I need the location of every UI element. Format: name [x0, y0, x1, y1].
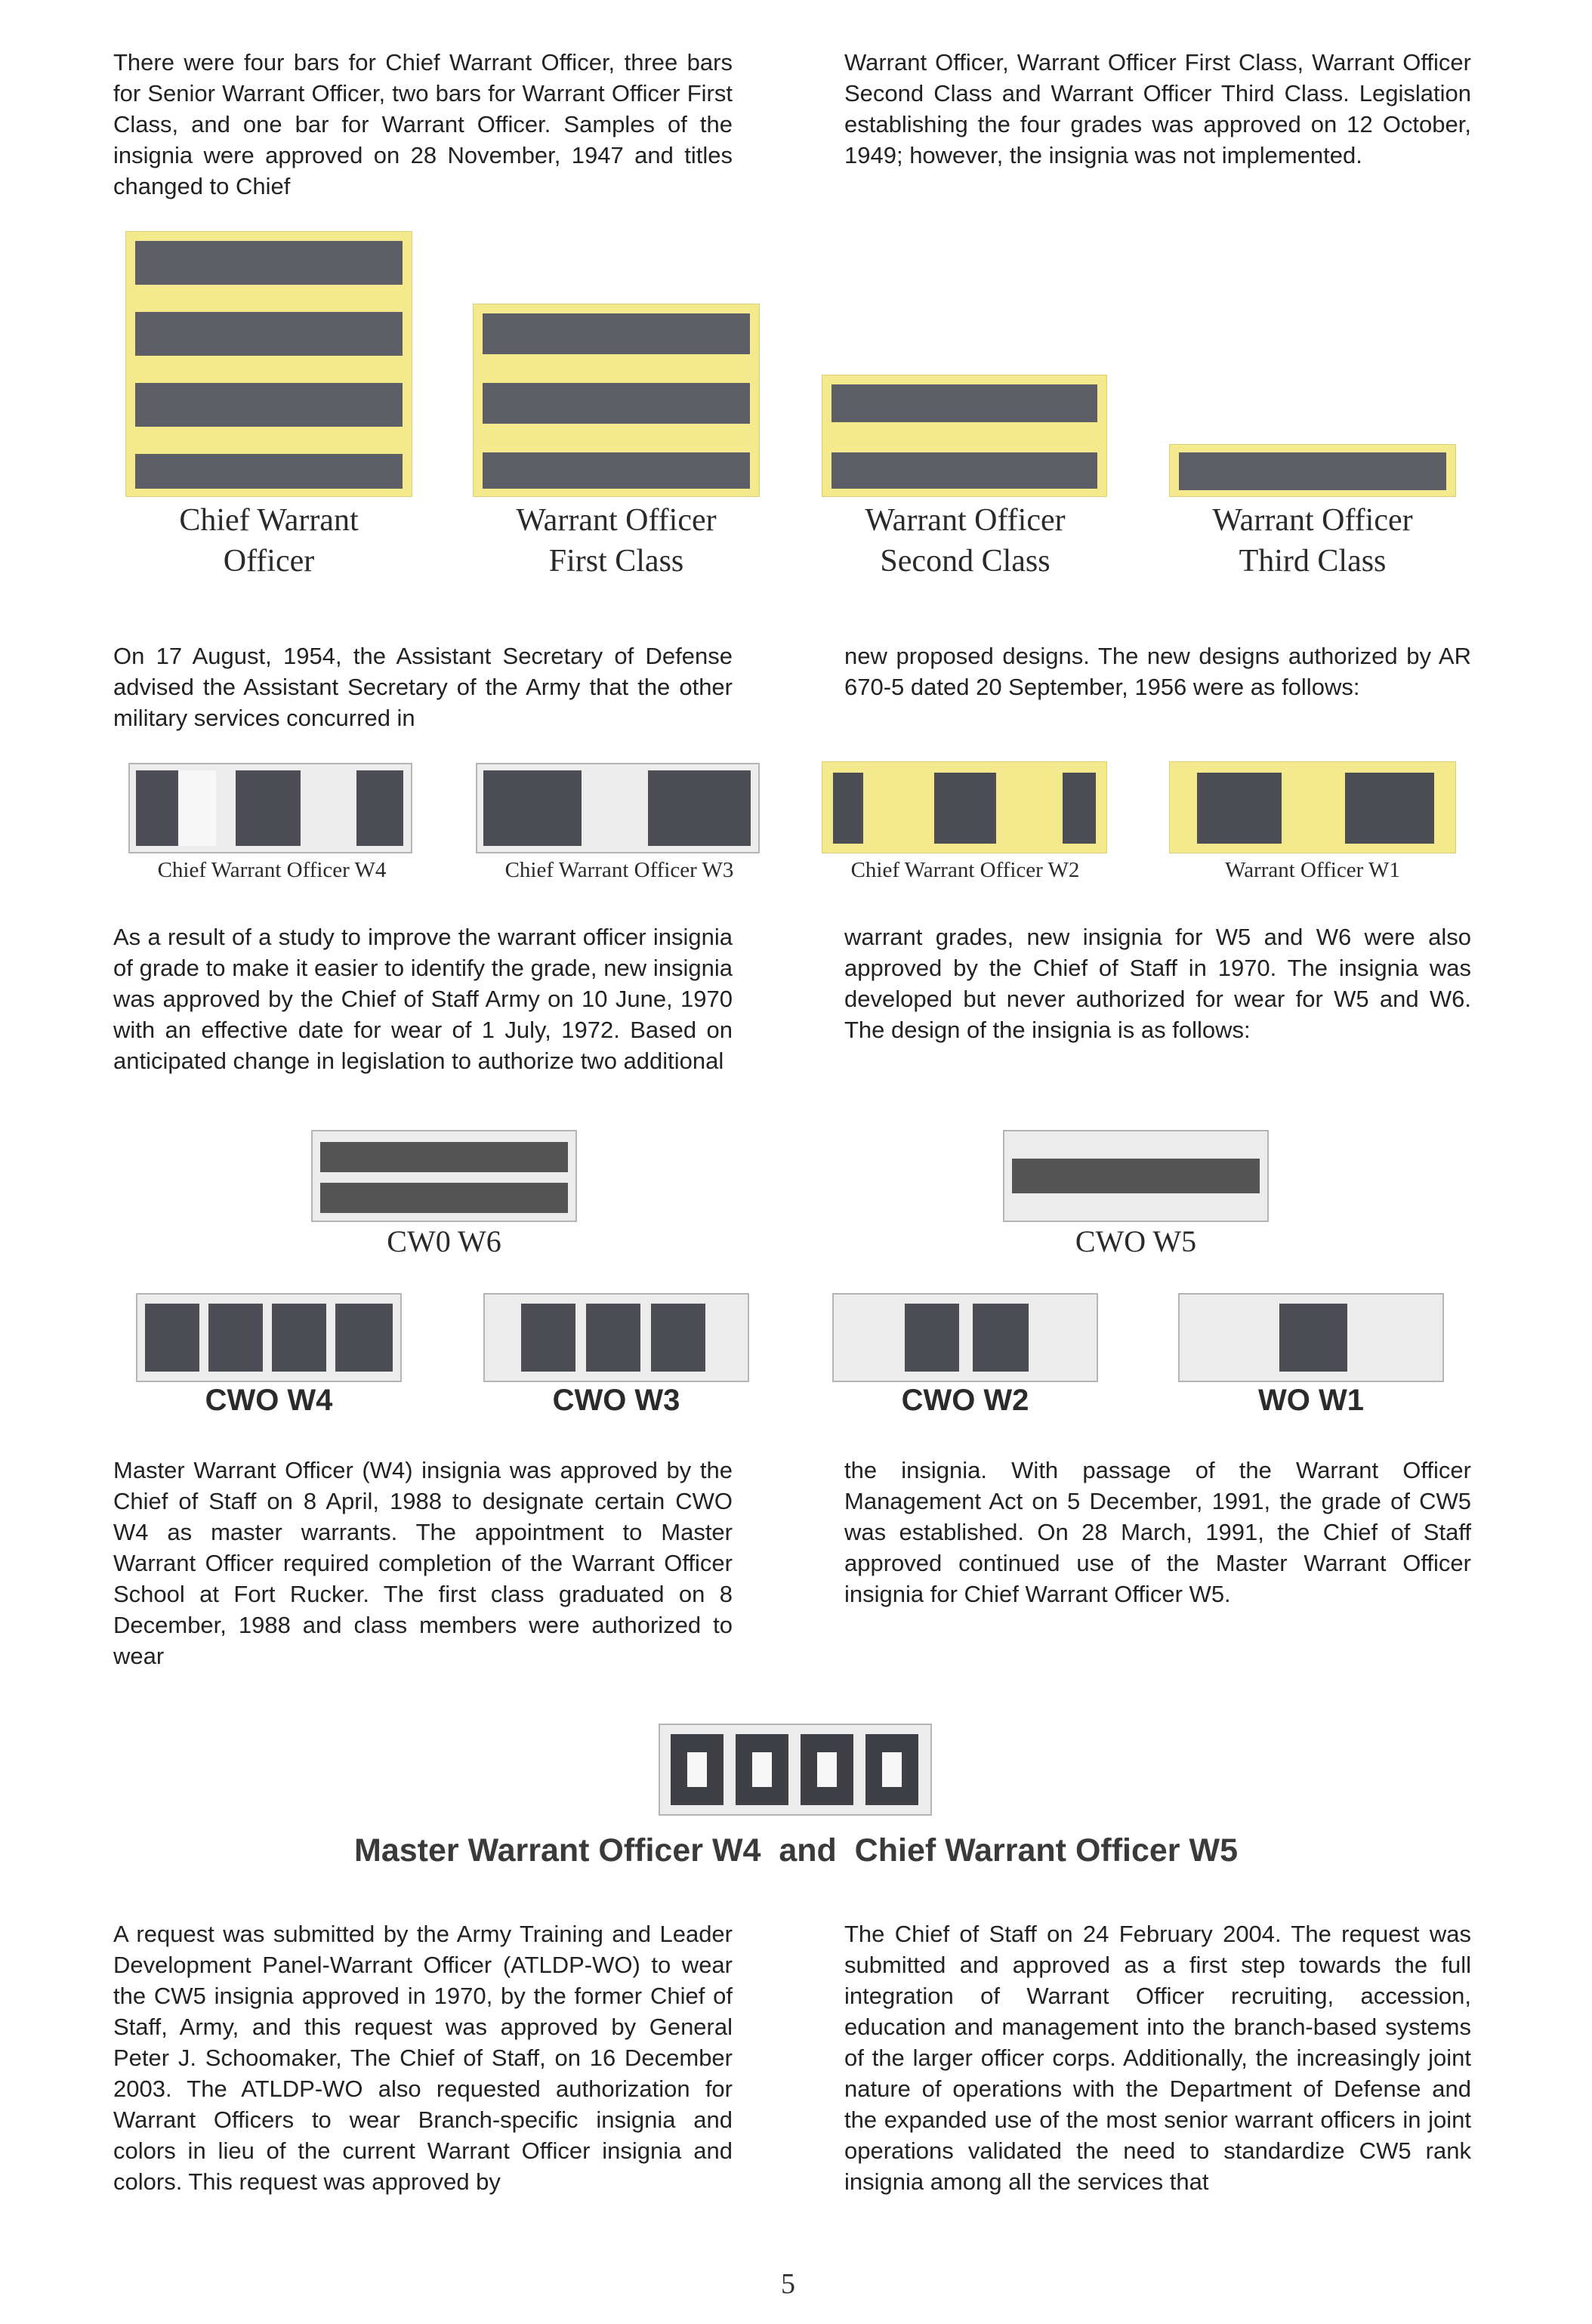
insignia-block: [483, 770, 582, 846]
insignia-bar: [483, 383, 750, 424]
insignia-bar: [831, 452, 1097, 489]
insignia-bar: [135, 241, 403, 285]
insignia-bar: [320, 1142, 568, 1172]
insignia-block: [145, 1304, 199, 1372]
caption-cw3-1956: Chief Warrant Officer W3: [504, 858, 734, 882]
insignia-cwo-w4: [136, 1293, 402, 1382]
caption-warrant-officer-third-class: [1162, 500, 1464, 582]
intro-paragraph-right: Warrant Officer, Warrant Officer First Class, Warrant Officer Second Class and Warrant Officer Third Class. Legislation establishing the four grades was approved on 12 October, 1949; however, the insignia was not implemented.: [844, 49, 1471, 168]
insignia-wo3c-one-bar: [1169, 444, 1456, 497]
insignia-bar: [1179, 452, 1446, 490]
insignia-master-warrant-officer: [659, 1724, 932, 1816]
insignia-block: [272, 1304, 326, 1372]
caption-wo1-1956: Warrant Officer W1: [1225, 858, 1400, 882]
insignia-block: [521, 1304, 575, 1372]
insignia-block: [651, 1304, 705, 1372]
paragraph-2004-right: The Chief of Staff on 24 February 2004. The request was submitted and approved as a first step towards the full integration of Warrant Officer recruiting, accession, education and management into the branch-based systems of the larger officer corps. Additionally, the increasingly joint nature of operations with the Department of Defense and the expanded use of the most senior warrant officers in joint operations validated the need to standardize CW5 rank insignia among all the services that: [844, 1921, 1471, 2195]
insignia-gap: [178, 770, 216, 846]
caption-line: Third Class: [1239, 544, 1387, 579]
paragraph-master-right: the insignia. With passage of the Warrant Officer Management Act on 5 December, 1991, the grade of CW5 was established. On 28 March, 1991, the Chief of Staff approved continued use of the Master Warrant Officer insignia for Chief Warrant Officer W5.: [844, 1457, 1471, 1607]
insignia-cwo-w3: [483, 1293, 749, 1382]
paragraph-1970-right: warrant grades, new insignia for W5 and W6 were also approved by the Chief of Staff in 1970. The insignia was developed but never authorized for wear for W5 and W6. The design of the insignia is as follows:: [844, 924, 1471, 1043]
insignia-block: [736, 1734, 788, 1805]
insignia-bar: [320, 1183, 568, 1213]
caption-line: Warrant Officer: [1212, 503, 1413, 538]
insignia-block: [1279, 1304, 1347, 1372]
insignia-block: [136, 770, 178, 846]
caption-cw4-1956: Chief Warrant Officer W4: [157, 858, 387, 882]
insignia-block: [1063, 773, 1096, 844]
insignia-block: [1197, 773, 1282, 844]
master-warrant-heading: Master Warrant Officer W4 and Chief Warrant Officer W5: [354, 1832, 1238, 1869]
insignia-inner-window: [752, 1752, 772, 1787]
caption-cwo-w6: CW0 W6: [387, 1224, 501, 1258]
insignia-bar: [135, 383, 403, 427]
insignia-cw4-1956: [128, 763, 412, 853]
insignia-block: [335, 1304, 393, 1372]
caption-chief-warrant-officer: [118, 500, 420, 582]
insignia-block: [1345, 773, 1434, 844]
caption-cwo-w3: CWO W3: [552, 1384, 680, 1417]
insignia-cw3-1956: [476, 763, 760, 853]
insignia-block: [208, 1304, 263, 1372]
page-number: 5: [781, 2268, 795, 2300]
caption-wo-w1: WO W1: [1258, 1384, 1364, 1417]
insignia-bar: [1012, 1159, 1260, 1193]
insignia-block: [356, 770, 403, 846]
insignia-block: [934, 773, 996, 844]
insignia-block: [586, 1304, 640, 1372]
caption-line: Chief Warrant: [179, 503, 359, 538]
insignia-block: [865, 1734, 918, 1805]
caption-cwo-w4: CWO W4: [205, 1384, 333, 1417]
caption-line: Warrant Officer: [865, 503, 1066, 538]
insignia-inner-window: [817, 1752, 837, 1787]
insignia-cw2-1956: [822, 761, 1107, 853]
caption-line: Warrant Officer: [516, 503, 717, 538]
insignia-block: [648, 770, 751, 846]
insignia-cwo-w5: [1003, 1130, 1269, 1222]
insignia-wo1c-three-bars: [473, 304, 760, 497]
insignia-block: [801, 1734, 853, 1805]
insignia-cwo-w6: [311, 1130, 577, 1222]
caption-line: Second Class: [880, 544, 1051, 579]
caption-warrant-officer-second-class: [814, 500, 1116, 582]
insignia-bar: [483, 313, 750, 354]
insignia-inner-window: [687, 1752, 707, 1787]
caption-line: Officer: [223, 544, 315, 579]
intro-paragraph-left: There were four bars for Chief Warrant Officer, three bars for Senior Warrant Officer, two bars for Warrant Officer First Class, and one bar for Warrant Officer. Samples of the insignia were approved on 28 November, 1947 and titles changed to Chief: [113, 49, 733, 199]
paragraph-1954-right: new proposed designs. The new designs authorized by AR 670-5 dated 20 September, 1956 were as follows:: [844, 643, 1471, 700]
paragraph-1954-left: On 17 August, 1954, the Assistant Secretary of Defense advised the Assistant Secretary of the Army that the other military services concurred in: [113, 643, 733, 731]
insignia-block: [973, 1304, 1029, 1372]
insignia-block: [833, 773, 863, 844]
insignia-wo-w1: [1178, 1293, 1444, 1382]
caption-cwo-w5: CWO W5: [1075, 1224, 1197, 1258]
paragraph-2003-left: A request was submitted by the Army Training and Leader Development Panel-Warrant Officer (ATLDP-WO) to wear the CW5 insignia approved in 1970, by the former Chief of Staff, Army, and this request was approved by General Peter J. Schoomaker, The Chief of Staff, on 16 December 2003. The ATLDP-WO also requested authorization for Warrant Officers to wear Branch-specific insignia and colors in lieu of the current Warrant Officer insignia and colors. This request was approved by: [113, 1921, 733, 2195]
insignia-bar: [483, 452, 750, 489]
insignia-bar: [135, 454, 403, 489]
insignia-inner-window: [882, 1752, 902, 1787]
caption-cw2-1956: Chief Warrant Officer W2: [850, 858, 1080, 882]
insignia-block: [236, 770, 301, 846]
insignia-cwo-four-bars: [125, 231, 412, 497]
caption-warrant-officer-first-class: [465, 500, 767, 582]
caption-cwo-w2: CWO W2: [901, 1384, 1029, 1417]
insignia-wo1-1956: [1169, 761, 1456, 853]
insignia-wo2c-two-bars: [822, 375, 1107, 497]
insignia-bar: [135, 312, 403, 356]
paragraph-1970-left: As a result of a study to improve the warrant officer insignia of grade to make it easier to identify the grade, new insignia was approved by the Chief of Staff Army on 10 June, 1970 with an effective date for wear of 1 July, 1972. Based on anticipated change in legislation to authorize two additional: [113, 924, 733, 1074]
insignia-cwo-w2: [832, 1293, 1098, 1382]
paragraph-master-left: Master Warrant Officer (W4) insignia was approved by the Chief of Staff on 8 April, 1988 to designate certain CWO W4 as master warrants. The appointment to Master Warrant Officer required completion of the Warrant Officer School at Fort Rucker. The first class graduated on 8 December, 1988 and class members were authorized to wear: [113, 1457, 733, 1669]
insignia-block: [671, 1734, 723, 1805]
insignia-block: [905, 1304, 959, 1372]
caption-line: First Class: [548, 544, 684, 579]
insignia-bar: [831, 384, 1097, 422]
